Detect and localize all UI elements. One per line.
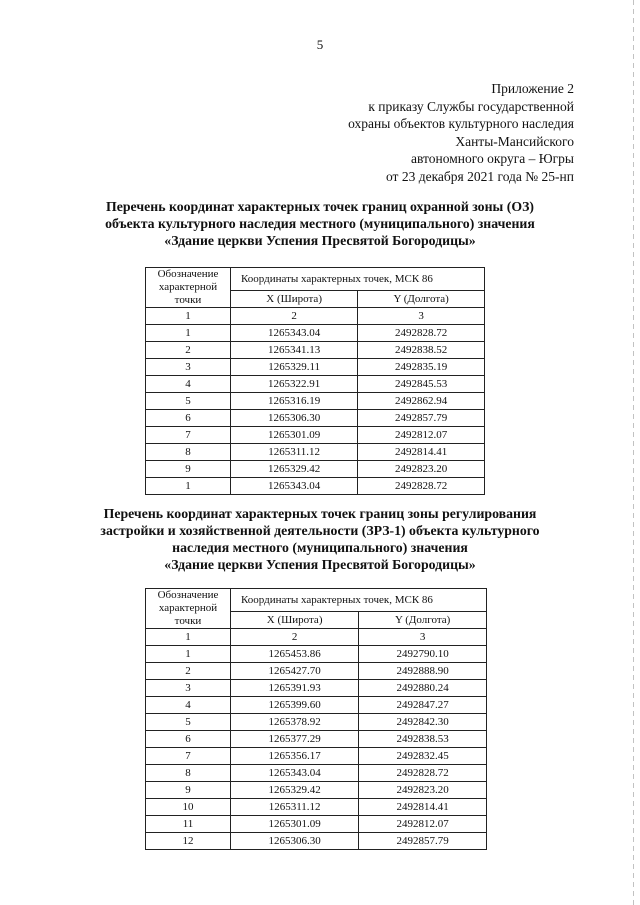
table-row — [146, 393, 485, 410]
x-coordinate-cell: 1265356.17 — [231, 748, 359, 765]
column-number-cell: 3 — [358, 308, 485, 325]
x-coordinate-cell: 1265301.09 — [231, 427, 358, 444]
column-number-cell: 3 — [359, 629, 487, 646]
column-number-cell: 1 — [146, 308, 231, 325]
table-row — [146, 359, 485, 376]
coordinates-table-oz — [145, 267, 485, 495]
table-row — [146, 816, 487, 833]
y-coordinate-cell: 2492838.53 — [359, 731, 487, 748]
point-number-cell: 8 — [146, 444, 231, 461]
header-point-designation: Обозначение характерной точки — [146, 589, 231, 629]
appendix-header — [348, 80, 574, 185]
page-number: 5 — [316, 37, 324, 52]
y-coordinate-cell: 2492862.94 — [358, 393, 485, 410]
point-number-cell: 9 — [146, 782, 231, 799]
header-coordinates: Координаты характерных точек, МСК 86 — [231, 268, 485, 291]
point-number-cell: 6 — [146, 731, 231, 748]
column-number-row — [146, 629, 487, 646]
scan-edge-artifact — [633, 0, 634, 905]
y-coordinate-cell: 2492828.72 — [358, 325, 485, 342]
table-row — [146, 765, 487, 782]
point-number-cell: 4 — [146, 697, 231, 714]
y-coordinate-cell: 2492828.72 — [359, 765, 487, 782]
point-number-cell: 1 — [146, 646, 231, 663]
point-number-cell: 6 — [146, 410, 231, 427]
y-coordinate-cell: 2492888.90 — [359, 663, 487, 680]
point-number-cell: 3 — [146, 680, 231, 697]
x-coordinate-cell: 1265391.93 — [231, 680, 359, 697]
x-coordinate-cell: 1265311.12 — [231, 444, 358, 461]
y-coordinate-cell: 2492842.30 — [359, 714, 487, 731]
y-coordinate-cell: 2492857.79 — [358, 410, 485, 427]
table-row — [146, 697, 487, 714]
column-number-cell: 1 — [146, 629, 231, 646]
x-coordinate-cell: 1265322.91 — [231, 376, 358, 393]
point-number-cell: 5 — [146, 714, 231, 731]
y-coordinate-cell: 2492812.07 — [358, 427, 485, 444]
point-number-cell: 10 — [146, 799, 231, 816]
table-row — [146, 799, 487, 816]
appendix-line: к приказу Службы государственной — [368, 98, 574, 114]
table-row — [146, 680, 487, 697]
y-coordinate-cell: 2492832.45 — [359, 748, 487, 765]
point-number-cell: 1 — [146, 325, 231, 342]
point-number-cell: 7 — [146, 427, 231, 444]
table-row — [146, 731, 487, 748]
point-number-cell: 12 — [146, 833, 231, 850]
point-number-cell: 11 — [146, 816, 231, 833]
point-number-cell: 2 — [146, 663, 231, 680]
x-coordinate-cell: 1265343.04 — [231, 325, 358, 342]
x-coordinate-cell: 1265453.86 — [231, 646, 359, 663]
point-number-cell: 8 — [146, 765, 231, 782]
x-coordinate-cell: 1265399.60 — [231, 697, 359, 714]
point-number-cell: 4 — [146, 376, 231, 393]
appendix-line: Приложение 2 — [491, 81, 574, 96]
point-number-cell: 3 — [146, 359, 231, 376]
table-row — [146, 410, 485, 427]
y-coordinate-cell: 2492828.72 — [358, 478, 485, 495]
title-line: «Здание церкви Успения Пресвятой Богородицы» — [164, 557, 476, 572]
y-coordinate-cell: 2492835.19 — [358, 359, 485, 376]
y-coordinate-cell: 2492847.27 — [359, 697, 487, 714]
header-y: Y (Долгота) — [359, 612, 487, 629]
table-row — [146, 376, 485, 393]
appendix-line: Ханты-Мансийского — [455, 133, 574, 149]
section-title-oz — [70, 198, 570, 249]
table-row — [146, 461, 485, 478]
y-coordinate-cell: 2492823.20 — [359, 782, 487, 799]
title-line: «Здание церкви Успения Пресвятой Богородицы» — [164, 233, 476, 248]
table-row — [146, 833, 487, 850]
y-coordinate-cell: 2492845.53 — [358, 376, 485, 393]
appendix-line: от 23 декабря 2021 года № 25-нп — [385, 168, 574, 184]
point-number-cell: 9 — [146, 461, 231, 478]
header-coordinates: Координаты характерных точек, МСК 86 — [231, 589, 487, 612]
table-row — [146, 782, 487, 799]
x-coordinate-cell: 1265311.12 — [231, 799, 359, 816]
x-coordinate-cell: 1265306.30 — [231, 833, 359, 850]
header-point-designation: Обозначение характерной точки — [146, 268, 231, 308]
x-coordinate-cell: 1265329.42 — [231, 782, 359, 799]
x-coordinate-cell: 1265378.92 — [231, 714, 359, 731]
table-row — [146, 478, 485, 495]
x-coordinate-cell: 1265341.13 — [231, 342, 358, 359]
title-line: объекта культурного наследия местного (муниципального) значения — [105, 216, 535, 231]
y-coordinate-cell: 2492812.07 — [359, 816, 487, 833]
title-line: Перечень координат характерных точек границ охранной зоны (ОЗ) — [106, 199, 534, 214]
table-row — [146, 646, 487, 663]
column-number-cell: 2 — [231, 629, 359, 646]
y-coordinate-cell: 2492857.79 — [359, 833, 487, 850]
y-coordinate-cell: 2492880.24 — [359, 680, 487, 697]
header-y: Y (Долгота) — [358, 291, 485, 308]
x-coordinate-cell: 1265306.30 — [231, 410, 358, 427]
x-coordinate-cell: 1265343.04 — [231, 765, 359, 782]
appendix-line: охраны объектов культурного наследия — [348, 116, 574, 131]
table-row — [146, 444, 485, 461]
column-number-row — [146, 308, 485, 325]
x-coordinate-cell: 1265329.42 — [231, 461, 358, 478]
x-coordinate-cell: 1265343.04 — [231, 478, 358, 495]
y-coordinate-cell: 2492838.52 — [358, 342, 485, 359]
title-line: застройки и хозяйственной деятельности (ЗРЗ-1) объекта культурного — [100, 523, 540, 538]
column-number-cell: 2 — [231, 308, 358, 325]
appendix-line: автономного округа – Югры — [411, 151, 574, 166]
table-row — [146, 663, 487, 680]
title-line: Перечень координат характерных точек границ зоны регулирования — [103, 506, 537, 521]
point-number-cell: 7 — [146, 748, 231, 765]
y-coordinate-cell: 2492823.20 — [358, 461, 485, 478]
table-row — [146, 325, 485, 342]
x-coordinate-cell: 1265301.09 — [231, 816, 359, 833]
section-title-zrz1 — [70, 505, 570, 573]
x-coordinate-cell: 1265377.29 — [231, 731, 359, 748]
x-coordinate-cell: 1265316.19 — [231, 393, 358, 410]
header-x: X (Широта) — [231, 291, 358, 308]
x-coordinate-cell: 1265329.11 — [231, 359, 358, 376]
y-coordinate-cell: 2492790.10 — [359, 646, 487, 663]
point-number-cell: 5 — [146, 393, 231, 410]
y-coordinate-cell: 2492814.41 — [358, 444, 485, 461]
point-number-cell: 2 — [146, 342, 231, 359]
coordinates-table-zrz1 — [145, 588, 487, 850]
table-row — [146, 748, 487, 765]
title-line: наследия местного (муниципального) значения — [172, 540, 468, 555]
y-coordinate-cell: 2492814.41 — [359, 799, 487, 816]
x-coordinate-cell: 1265427.70 — [231, 663, 359, 680]
table-row — [146, 342, 485, 359]
table-row — [146, 427, 485, 444]
header-x: X (Широта) — [231, 612, 359, 629]
point-number-cell: 1 — [146, 478, 231, 495]
table-row — [146, 714, 487, 731]
